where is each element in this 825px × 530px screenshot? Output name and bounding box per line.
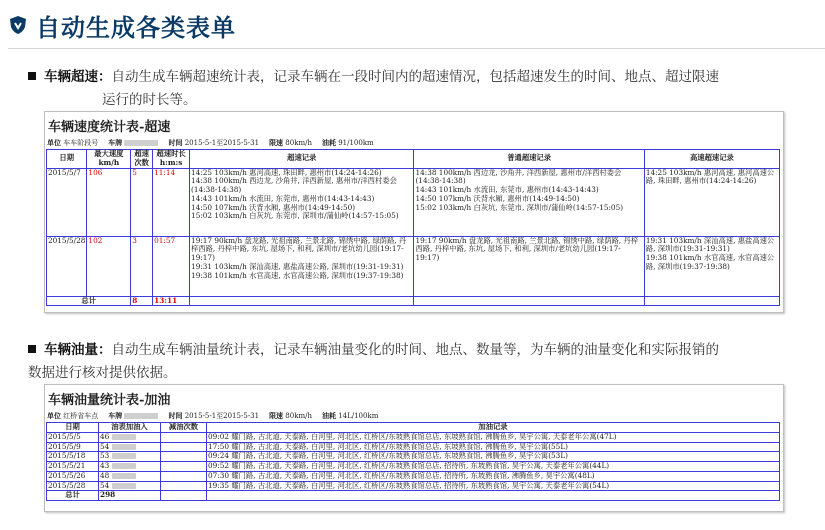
cell-highway: 14:25 103km/h 惠河高速, 惠河高速公路, 珠田畔, 惠州市(14:24-14:26) <box>644 168 779 236</box>
cell-overspeed: 14:25 103km/h 惠河高速, 珠田畔, 惠州市(14:24-14:26) 14:38 100km/h 西边龙, 沙角井, 洋西新屋, 惠州市/洋西村委会(14:38-14:38) 14:43 101km/h 水流田, 东莞市, 惠州市(14:43-14:43) 14:50 107km/h 沃背水厢, 惠州市(14:49-14:50) 15:02 103km/h 白灰坑, 东莞市, 深圳市/蒲仙岭(14:57-15:05) <box>190 168 414 236</box>
redacted-value <box>112 483 136 489</box>
meta-limit-value: 80km/h <box>285 412 312 420</box>
table-header-row <box>47 423 780 433</box>
cell-reduce <box>161 432 207 442</box>
redacted-value <box>112 434 136 440</box>
meta-unit-label: 单位 <box>47 138 61 147</box>
cell-normal: 19:17 90km/h 盘龙路, 光祖南路, 兰景北路, 锦绣中路, 绿荫路, 丹梓西路, 丹梓中路, 东坑, 屋场下, 和利, 深圳市/老坑幼儿园(19:17-19:17) <box>414 236 644 296</box>
cell-record: 07:30 耀门路, 古北道, 天泰路, 白河里, 河北区, 红桥区/东坡熟食馆总店, 招待所, 东坡熟食馆, 沸腾鱼乡, 昊宇公寓(48L) <box>207 471 780 481</box>
cell-duration: 01:57 <box>153 236 190 296</box>
col-refuel: 油表加油入 <box>99 423 161 433</box>
cell-record: 17:50 耀门路, 古北道, 天泰路, 白河里, 河北区, 红桥区/东坡熟食馆总店, 东坡熟食馆, 沸腾鱼乡, 昊宇公寓(55L) <box>207 442 780 452</box>
table-row <box>47 168 780 236</box>
section-text-cont: 数据进行核对提供依据。 <box>28 365 177 381</box>
meta-unit-label: 单位 <box>47 411 61 420</box>
cell-date: 2015/5/7 <box>47 168 87 236</box>
col-record: 加油记录 <box>207 423 780 433</box>
empty-cell <box>644 296 779 306</box>
total-label: 总计 <box>47 296 131 306</box>
fuel-table-title: 车辆油量统计表-加油 <box>48 393 171 408</box>
speed-table-card <box>44 111 784 313</box>
empty-cell <box>414 296 644 306</box>
cell-date: 2015/5/5 <box>47 432 99 442</box>
cell-max: 106 <box>87 168 131 236</box>
meta-limit-label: 限速 <box>269 138 284 147</box>
meta-vehicle-label: 车牌 <box>108 411 123 420</box>
cell-reduce <box>161 471 207 481</box>
empty-cell <box>161 491 207 501</box>
empty-cell <box>190 296 414 306</box>
cell-max: 102 <box>87 236 131 296</box>
meta-fuel-value: 14L/100km <box>338 412 379 420</box>
cell-count: 5 <box>131 168 153 236</box>
cell-count: 3 <box>131 236 153 296</box>
amount-value: 54 <box>100 441 110 451</box>
col-date: 日期 <box>47 150 87 169</box>
col-reduce: 减油次数 <box>161 423 207 433</box>
amount-value: 48 <box>100 470 110 480</box>
col-count: 超速次数 <box>131 150 153 169</box>
meta-vehicle-label: 车牌 <box>108 138 123 147</box>
header-divider <box>8 48 825 49</box>
total-count: 8 <box>131 296 153 306</box>
redacted-plate <box>124 140 158 146</box>
section-label: 车辆超速： <box>44 69 112 85</box>
col-duration: 超速时长h:m:s <box>153 150 190 169</box>
meta-time-label: 时间 <box>168 411 183 420</box>
meta-time-value: 2015-5-1至2015-5-31 <box>184 412 260 420</box>
cell-record: 09:52 耀门路, 古北道, 天泰路, 白河里, 河北区, 红桥区/东坡熟食馆总店, 招待所, 东坡熟食馆, 昊宇公寓, 天泰老年公寓(44L) <box>207 462 780 472</box>
empty-cell <box>207 491 780 501</box>
cell-duration: 11:14 <box>153 168 190 236</box>
cell-record: 09:02 耀门路, 古北道, 天泰路, 白河里, 河北区, 红桥区/东坡熟食馆总店, 东坡熟食馆, 沸腾鱼乡, 昊宇公寓, 天泰老年公寓(47L) <box>207 432 780 442</box>
section-fuel <box>28 339 798 385</box>
section-overspeed <box>28 66 798 112</box>
table-header-row <box>47 150 780 169</box>
total-amount: 298 <box>99 491 161 501</box>
page-header <box>8 8 236 42</box>
square-bullet-icon <box>28 345 36 353</box>
cell-highway: 19:31 103km/h 深汕高速, 惠盐高速公路, 深圳市(19:31-19:31) 19:38 101km/h 水官高速, 水官高速公路, 深圳市(19:37-19:38) <box>644 236 779 296</box>
speed-table-meta <box>47 138 783 148</box>
cell-date: 2015/5/26 <box>47 471 99 481</box>
meta-fuel-label: 油耗 <box>321 138 336 147</box>
table-row <box>47 432 780 442</box>
redacted-value <box>112 444 136 450</box>
amount-value: 46 <box>100 431 110 441</box>
square-bullet-icon <box>28 72 36 80</box>
page-title: 自动生成各类表单 <box>36 13 236 42</box>
table-row <box>47 471 780 481</box>
total-duration: 13:11 <box>153 296 190 306</box>
col-overspeed: 超速记录 <box>190 150 414 169</box>
cell-date: 2015/5/28 <box>47 481 99 491</box>
cell-reduce <box>161 462 207 472</box>
fuel-table-card <box>44 384 784 512</box>
table-row <box>47 481 780 491</box>
section-text-cont: 运行的时长等。 <box>102 92 197 108</box>
fuel-table-meta <box>47 411 783 421</box>
col-date: 日期 <box>47 423 99 433</box>
total-label: 总计 <box>47 491 99 501</box>
cell-overspeed: 19:17 90km/h 盘龙路, 光祖南路, 兰景北路, 锦绣中路, 绿荫路, 丹梓西路, 丹梓中路, 东坑, 屋场下, 和利, 深圳市/老坑幼儿园(19:17-19:17) 19:31 103km/h 深汕高速, 惠盐高速公路, 深圳市(19:31-19:31) 19:38 101km/h 水官高速, 水官高速公路, 深圳市(19:37-19:38) <box>190 236 414 296</box>
amount-value: 53 <box>100 451 110 461</box>
section-text: 自动生成车辆油量统计表，记录车辆油量变化的时间、地点、数量等，为车辆的油量变化和实际报销的 <box>111 342 719 358</box>
meta-limit-label: 限速 <box>269 411 284 420</box>
cell-date: 2015/5/9 <box>47 442 99 452</box>
amount-value: 54 <box>100 480 110 490</box>
meta-unit-value: 车车阶段号 <box>63 139 99 147</box>
cell-record: 09:24 耀门路, 古北道, 天泰路, 白河里, 河北区, 红桥区/东坡熟食馆总店, 东坡熟食馆, 沸腾鱼乡, 昊宇公寓(53L) <box>207 452 780 462</box>
table-row <box>47 462 780 472</box>
cell-record: 19:35 耀门路, 古北道, 天泰路, 白河里, 河北区, 红桥区/东坡熟食馆总店, 招待所, 东坡熟食馆, 昊宇公寓, 天泰老年公寓(54L) <box>207 481 780 491</box>
meta-time-value: 2015-5-1至2015-5-31 <box>184 139 260 147</box>
redacted-plate <box>124 413 158 419</box>
redacted-value <box>112 473 136 479</box>
total-row <box>47 491 780 501</box>
speed-table-title: 车辆速度统计表-超速 <box>48 120 171 135</box>
meta-limit-value: 80km/h <box>285 139 312 147</box>
col-max-speed: 最大速度km/h <box>87 150 131 169</box>
meta-fuel-value: 91/100km <box>338 139 374 147</box>
col-normal: 普通超速记录 <box>414 150 644 169</box>
cell-reduce <box>161 452 207 462</box>
redacted-value <box>112 463 136 469</box>
amount-value: 43 <box>100 461 110 470</box>
fuel-table <box>46 422 780 501</box>
cell-normal: 14:38 100km/h 西边龙, 沙角井, 洋西新屋, 惠州市/洋西村委会(14:38-14:38) 14:43 101km/h 水流田, 东莞市, 惠州市(14:43-14:43) 14:50 107km/h 沃背水厢, 惠州市(14:49-14:50) 15:02 103km/h 白灰坑, 东莞市, 深圳市/蒲仙岭(14:57-15:05) <box>414 168 644 236</box>
section-label: 车辆油量： <box>44 342 112 358</box>
total-row <box>47 296 780 306</box>
speed-table <box>46 149 780 306</box>
meta-time-label: 时间 <box>168 138 183 147</box>
redacted-value <box>112 453 136 459</box>
meta-fuel-label: 油耗 <box>321 411 336 420</box>
cell-date: 2015/5/28 <box>47 236 87 296</box>
section-text: 自动生成车辆超速统计表，记录车辆在一段时间内的超速情况，包括超速发生的时间、地点、超过限速 <box>111 69 719 85</box>
table-row <box>47 236 780 296</box>
shield-icon <box>8 15 28 35</box>
cell-reduce <box>161 481 207 491</box>
col-highway: 高速超速记录 <box>644 150 779 169</box>
cell-date: 2015/5/18 <box>47 452 99 462</box>
cell-reduce <box>161 442 207 452</box>
meta-unit-value: 红桥省车点 <box>63 412 99 420</box>
cell-date: 2015/5/21 <box>47 462 99 472</box>
